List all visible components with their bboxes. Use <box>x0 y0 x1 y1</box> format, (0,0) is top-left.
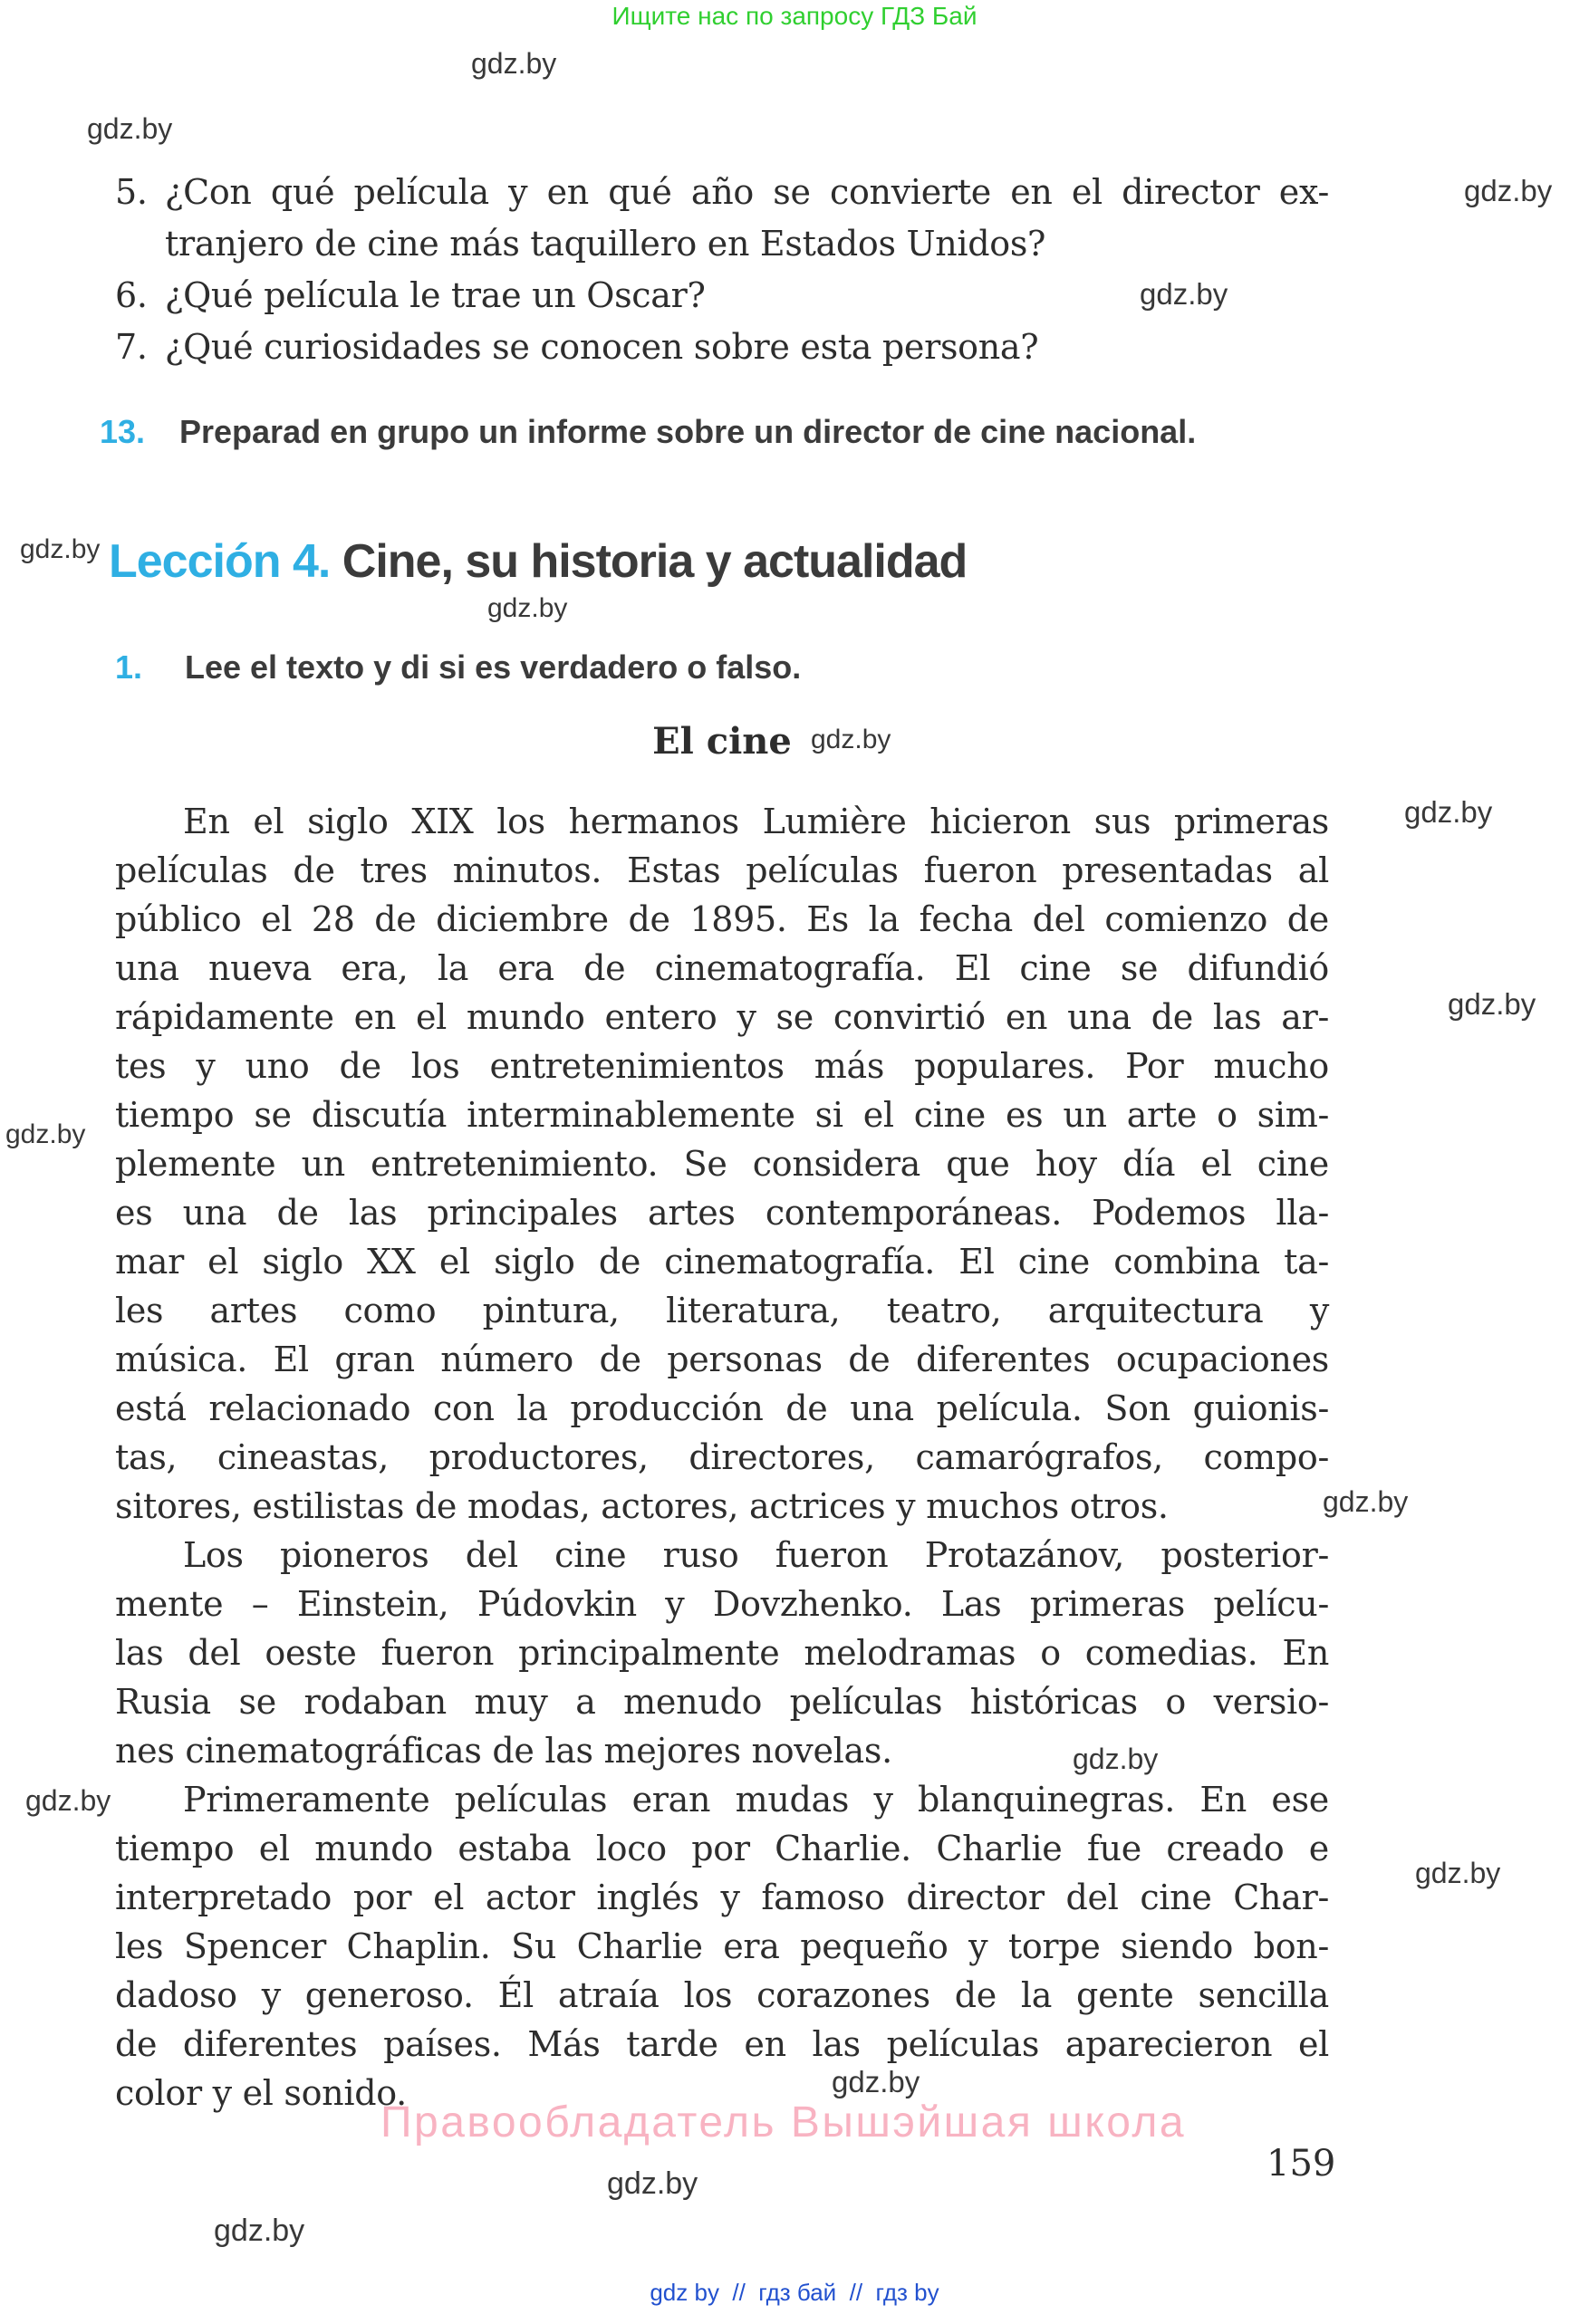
text-line: les artes como pintura, literatura, teatro, arquitectura y <box>115 1291 1329 1330</box>
footer-links: gdz by // гдз бай // гдз by <box>650 2279 939 2306</box>
watermark-question-row: gdz.by <box>1140 277 1228 311</box>
text-line: es una de las principales artes contemporáneas. Podemos lla- <box>115 1193 1329 1233</box>
lesson-heading <box>109 533 1522 591</box>
watermark-left-lower: gdz.by <box>25 1784 111 1817</box>
text-line: plemente un entretenimiento. Se considera que hoy día el cine <box>115 1144 1329 1184</box>
text-line: películas de tres minutos. Estas películas fueron presentadas al <box>115 850 1329 890</box>
task-number: 13. <box>100 413 146 450</box>
question-number: 6. <box>115 275 148 315</box>
watermark-right-3: gdz.by <box>1448 987 1536 1021</box>
watermark-right-4: gdz.by <box>1415 1857 1501 1889</box>
text-line: rápidamente en el mundo entero y se convirtió en una de las ar- <box>115 997 1329 1037</box>
watermark-par2-end: gdz.by <box>1073 1743 1159 1775</box>
text-line: ¿Con qué película y en qué año se convierte en el director ex- <box>165 172 1329 212</box>
text-line: color y el sonido. <box>115 2073 407 2113</box>
text-line: está relacionado con la producción de una película. Son guionis- <box>115 1388 1329 1428</box>
text-line: tes y uno de los entretenimientos más populares. Por mucho <box>115 1046 1329 1086</box>
text-line: música. El gran número de personas de diferentes ocupaciones <box>115 1340 1329 1379</box>
text-line: público el 28 de diciembre de 1895. Es la fecha del comienzo de <box>115 899 1329 939</box>
text-line: tiempo el mundo estaba loco por Charlie. Charlie fue creado e <box>115 1829 1329 1868</box>
task-text: Lee el texto y di si es verdadero o falso. <box>185 648 802 686</box>
watermark-title-right: gdz.by <box>811 725 891 754</box>
question-7 <box>115 322 1329 373</box>
question-6 <box>115 270 1329 322</box>
text-line: interpretado por el actor inglés y famoso director del cine Char- <box>115 1877 1329 1917</box>
watermark-bottom-center: gdz.by <box>607 2166 698 2201</box>
task-1 <box>115 645 1383 690</box>
task-13 <box>100 409 1459 455</box>
page-number: 159 <box>1266 2143 1336 2185</box>
text-line: En el siglo XIX los hermanos Lumière hicieron sus primeras <box>183 802 1329 841</box>
text-line: dadoso y generoso. Él atraía los corazones de la gente sencilla <box>115 1975 1329 2015</box>
task-text: Preparad en grupo un informe sobre un director de cine nacional. <box>179 413 1197 450</box>
watermark-above-copyright: gdz.by <box>832 2065 920 2098</box>
task-number: 1. <box>115 648 143 686</box>
text-line: las del oeste fueron principalmente melodramas o comedias. En <box>115 1633 1329 1673</box>
watermark-right-2: gdz.by <box>1404 795 1493 829</box>
question-number: 7. <box>115 327 148 367</box>
watermark-top-center: gdz.by <box>471 47 557 80</box>
text-line: tiempo se discutía interminablemente si el cine es un arte o sim- <box>115 1095 1329 1135</box>
watermark-par1-end: gdz.by <box>1323 1485 1409 1518</box>
question-text <box>165 167 1329 270</box>
text-line: una nueva era, la era de cinematografía. El cine se difundió <box>115 948 1329 988</box>
text-line: ¿Qué película le trae un Oscar? <box>165 275 706 315</box>
reading-title: El cine <box>652 720 792 763</box>
text-line: tranjero de cine más taquillero en Estados Unidos? <box>165 224 1046 264</box>
promo-banner: Ищите нас по запросу ГДЗ Бай <box>612 2 977 30</box>
lesson-title: Cine, su historia y actualidad <box>330 535 968 588</box>
text-line: nes cinematográficas de las mejores novelas. <box>115 1731 892 1771</box>
text-line: Primeramente películas eran mudas y blanquinegras. En ese <box>183 1780 1329 1820</box>
text-line: mente – Einstein, Púdovkin y Dovzhenko. Las primeras pelícu- <box>115 1584 1329 1624</box>
watermark-heading-left: gdz.by <box>20 534 101 564</box>
text-line: sitores, estilistas de modas, actores, actrices y muchos otros. <box>115 1486 1169 1526</box>
text-line: Rusia se rodaban muy a menudo películas históricas o versio- <box>115 1682 1329 1722</box>
lesson-number: Lección 4. <box>109 535 331 588</box>
question-text <box>165 322 1329 373</box>
question-text <box>165 270 1329 322</box>
question-list <box>115 167 1329 373</box>
text-line: les Spencer Chaplin. Su Charlie era pequeño y torpe siendo bon- <box>115 1926 1329 1966</box>
text-line: ¿Qué curiosidades se conocen sobre esta persona? <box>165 327 1039 367</box>
text-line: tas, cineastas, productores, directores, camarógrafos, compo- <box>115 1437 1329 1477</box>
watermark-under-heading: gdz.by <box>487 593 568 623</box>
publisher-watermark: Правообладатель Вышэйшая школа <box>380 2098 1187 2146</box>
text-line: de diferentes países. Más tarde en las películas aparecieron el <box>115 2024 1329 2064</box>
question-5 <box>115 167 1329 270</box>
watermark-left-middle: gdz.by <box>5 1119 86 1149</box>
watermark-right-1: gdz.by <box>1464 174 1553 207</box>
reading-body <box>115 797 1329 2118</box>
question-number: 5. <box>115 172 148 212</box>
watermark-bottom-left: gdz.by <box>214 2214 305 2248</box>
watermark-top-left: gdz.by <box>87 112 173 145</box>
text-line: Los pioneros del cine ruso fueron Protazánov, posterior- <box>183 1535 1329 1575</box>
text-line: mar el siglo XX el siglo de cinematografía. El cine combina ta- <box>115 1242 1329 1282</box>
